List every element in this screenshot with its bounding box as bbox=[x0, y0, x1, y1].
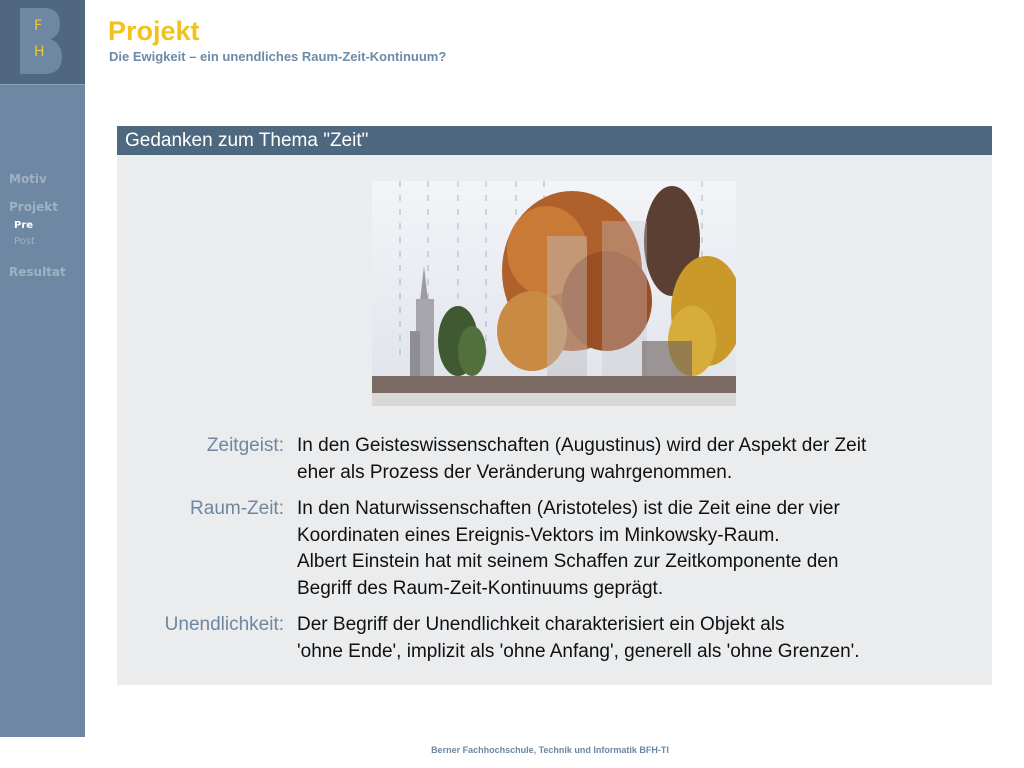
page-subtitle: Die Ewigkeit – ein unendliches Raum-Zeit-Kontinuum? bbox=[109, 49, 447, 64]
nav-item-motiv[interactable]: Motiv bbox=[9, 172, 47, 186]
sidebar bbox=[0, 0, 85, 737]
nav-subitem-post[interactable]: Post bbox=[14, 236, 35, 247]
term-label: Zeitgeist: bbox=[206, 435, 284, 456]
section-nav bbox=[9, 172, 85, 293]
nav-subitem-pre[interactable]: Pre bbox=[14, 220, 34, 231]
definition-text bbox=[297, 433, 977, 486]
definition-line: 'ohne Ende', implizit als 'ohne Anfang', generell als 'ohne Grenzen'. bbox=[297, 640, 860, 662]
logo-letter-h: H bbox=[34, 44, 45, 60]
autumn-church-photo bbox=[372, 181, 736, 406]
definition-line: In den Geisteswissenschaften (Augustinus) wird der Aspekt der Zeit bbox=[297, 435, 867, 456]
definition-raum-zeit bbox=[117, 496, 992, 602]
definition-text bbox=[297, 612, 977, 665]
logo bbox=[0, 0, 85, 85]
definition-unendlichkeit bbox=[117, 612, 992, 665]
content-block bbox=[117, 126, 992, 685]
definition-line: Der Begriff der Unendlichkeit charakterisiert ein Objekt als bbox=[297, 614, 785, 635]
logo-letter-f: F bbox=[34, 18, 43, 34]
definition-line: Koordinaten eines Ereignis-Vektors im Minkowsky-Raum. bbox=[297, 524, 780, 546]
definition-line: Begriff des Raum-Zeit-Kontinuums geprägt. bbox=[297, 577, 664, 599]
block-title: Gedanken zum Thema "Zeit" bbox=[117, 126, 992, 155]
definition-text bbox=[297, 496, 977, 602]
definition-line: eher als Prozess der Veränderung wahrgenommen. bbox=[297, 461, 733, 483]
definition-list bbox=[117, 433, 992, 675]
definition-line: Albert Einstein hat mit seinem Schaffen zur Zeitkomponente den bbox=[297, 551, 839, 572]
page-title: Projekt bbox=[108, 16, 200, 46]
term-label: Unendlichkeit: bbox=[164, 614, 284, 635]
nav-item-resultat[interactable]: Resultat bbox=[9, 265, 66, 279]
term-label: Raum-Zeit: bbox=[190, 498, 284, 519]
footer: Berner Fachhochschule, Technik und Informatik BFH-TI bbox=[431, 745, 669, 755]
definition-line: In den Naturwissenschaften (Aristoteles) ist die Zeit eine der vier bbox=[297, 498, 840, 519]
definition-zeitgeist bbox=[117, 433, 992, 486]
nav-item-projekt[interactable]: Projekt bbox=[9, 200, 58, 214]
